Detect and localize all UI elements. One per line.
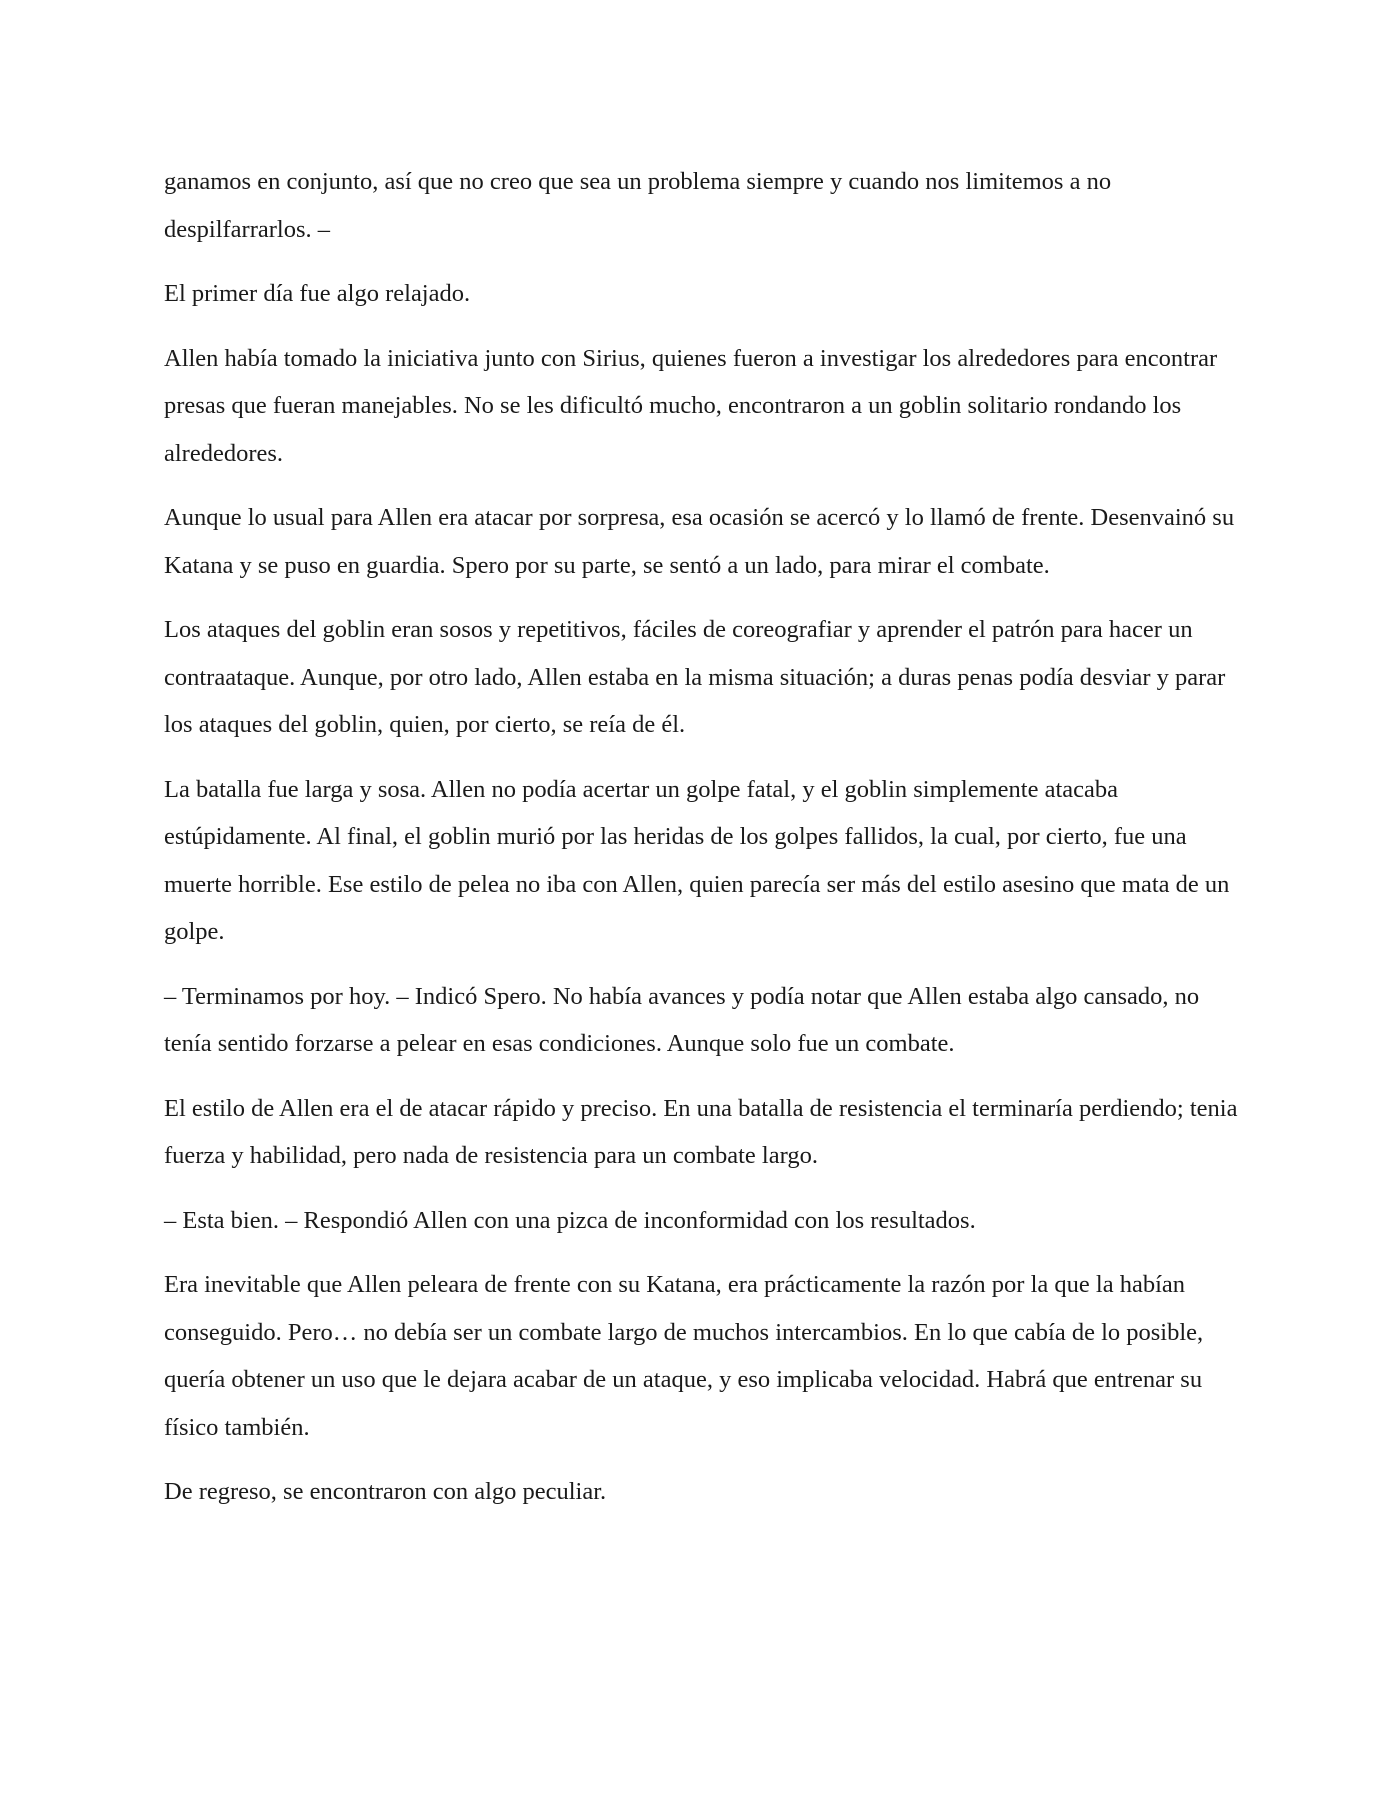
paragraph: El estilo de Allen era el de atacar rápido y preciso. En una batalla de resistencia el terminaría perdiendo; tenia fuerza y habilidad, pero nada de resistencia para un combate largo.: [164, 1094, 1238, 1169]
paragraph: De regreso, se encontraron con algo peculiar.: [164, 1478, 607, 1505]
paragraph: Era inevitable que Allen peleara de frente con su Katana, era prácticamente la razón por la que la habían conseguido. Pero… no debía ser un combate largo de muchos intercambios. En lo que cabía de lo posible, quería obtener un uso que le dejara acabar de un ataque, y eso implicaba velocidad. Habrá que entrenar su físico también.: [164, 1271, 1204, 1441]
paragraph: – Terminamos por hoy. – Indicó Spero. No había avances y podía notar que Allen estaba algo cansado, no tenía sentido forzarse a pelear en esas condiciones. Aunque solo fue un combate.: [164, 982, 1200, 1057]
paragraph: El primer día fue algo relajado.: [164, 280, 471, 307]
document-page: [164, 158, 1244, 1533]
paragraph: La batalla fue larga y sosa. Allen no podía acertar un golpe fatal, y el goblin simplemente atacaba estúpidamente. Al final, el goblin murió por las heridas de los golpes fallidos, la cual, por cierto, fue una muerte horrible. Ese estilo de pelea no iba con Allen, quien parecía ser más del estilo asesino que mata de un golpe.: [164, 775, 1230, 945]
paragraph: Aunque lo usual para Allen era atacar por sorpresa, esa ocasión se acercó y lo llamó de frente. Desenvainó su Katana y se puso en guardia. Spero por su parte, se sentó a un lado, para mirar el combate.: [164, 504, 1235, 579]
paragraph: ganamos en conjunto, así que no creo que sea un problema siempre y cuando nos limitemos a no despilfarrarlos. –: [164, 168, 1112, 243]
paragraph: Los ataques del goblin eran sosos y repetitivos, fáciles de coreografiar y aprender el patrón para hacer un contraataque. Aunque, por otro lado, Allen estaba en la misma situación; a duras penas podía desviar y parar los ataques del goblin, quien, por cierto, se reía de él.: [164, 616, 1226, 738]
paragraph: – Esta bien. – Respondió Allen con una pizca de inconformidad con los resultados.: [164, 1206, 976, 1234]
paragraph: Allen había tomado la iniciativa junto con Sirius, quienes fueron a investigar los alrededores para encontrar presas que fueran manejables. No se les dificultó mucho, encontraron a un goblin solitario rondando los alrededores.: [164, 344, 1218, 467]
